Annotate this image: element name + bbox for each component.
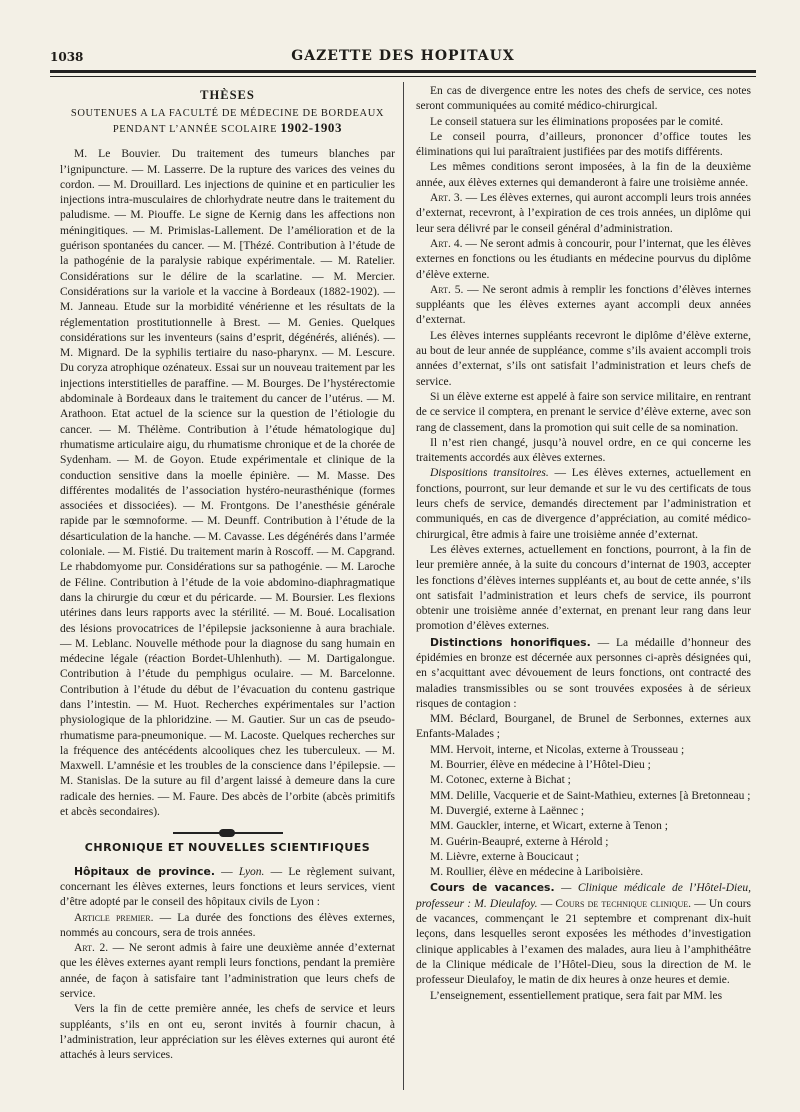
laureate-item: MM. Gauckler, interne, et Wicart, externe à Tenon ; — [430, 820, 668, 833]
ornament-dot — [219, 829, 235, 837]
paragraph-service-militaire: Si un élève externe est appelé à faire son service militaire, en rentrant de ce service il comptera, en prenant le service d’élève externe, avec son rang de classement, dans la promotion qui suit celle de sa nomination. — [416, 390, 751, 434]
paragraph-conseil-pourra: Le conseil pourra, d’ailleurs, prononcer d’office toutes les éliminations qui lui paraîtraient justifiées par des motifs différents. — [416, 130, 751, 159]
article-4 — [416, 237, 751, 283]
cours-heading: Cours de vacances. — [430, 881, 555, 895]
paragraph-concours-1903: Les élèves externes, actuellement en fonctions, pourront, à la fin de leur première année, à la suite du concours d’internat de 1903, accepter les fonctions d’élèves internes suppléants et, au bout de cette année, s’ils ont satisfait l’administration et leurs chefs de service, ils pourront obtenir une troisième année d’externat, en prenant leur rang dans leur promotion d’élèves externes. — [416, 543, 751, 633]
page-header — [50, 46, 756, 68]
theses-subtitle-2-text: PENDANT L’ANNÉE SCOLAIRE — [112, 124, 278, 136]
laureate-item: M. Guérin-Beaupré, externe à Hérold ; — [430, 835, 609, 848]
article-4-label: Art. 4. — [430, 237, 463, 250]
distinctions-paragraph — [416, 635, 751, 712]
article-3-text: — Les élèves externes, qui auront accompli leurs trois années d’externat, recevront, à l’expiration de ces trois années, un diplôme qui leur sera délivré par le conseil général d’administration. — [416, 192, 751, 235]
right-column — [416, 84, 751, 1004]
laureates-list — [416, 712, 751, 880]
laureate-item: M. Duvergié, externe à Laënnec ; — [430, 804, 585, 817]
laureate-item: M. Bourrier, élève en médecine à l’Hôtel-Dieu ; — [430, 759, 651, 772]
article-5 — [416, 283, 751, 329]
laureate-item: M. Cotonec, externe à Bichat ; — [430, 774, 571, 787]
laureate-item: M. Lièvre, externe à Boucicaut ; — [430, 850, 580, 863]
article-1-text: — La durée des fonctions des élèves externes, nommés au concours, sera de trois années. — [60, 911, 396, 939]
article-2-label: Art. 2. — [74, 942, 109, 955]
article-1 — [60, 911, 395, 942]
theses-title: THÈSES — [200, 88, 255, 102]
hopitaux-heading: Hôpitaux de province. — [74, 864, 215, 878]
theses-year: 1902-1903 — [280, 120, 343, 136]
article-5-text: — Ne seront admis à remplir les fonctions d’élèves internes suppléants que les élèves externes ayant accompli deux années d’externat. — [416, 283, 751, 327]
cours-technique: — Cours de technique clinique. — [540, 897, 692, 910]
article-3 — [416, 191, 751, 237]
section-ornament — [173, 832, 283, 834]
article-1-label: Article premier. — [74, 911, 154, 924]
paragraph-traitements: Il n’est rien changé, jusqu’à nouvel ordre, en ce qui concerne les traitements accordés aux élèves externes. — [416, 436, 751, 465]
left-column — [60, 84, 395, 1064]
dispositions-label: Dispositions transitoires. — [430, 467, 549, 480]
hopitaux-city: Lyon. — [238, 865, 265, 878]
hopitaux-paragraph: Hôpitaux de province. — Lyon. — Le règlement suivant, concernant les élèves externes, leurs fonctions et leurs services, vient d’être adopté par le conseil des hôpitaux civils de Lyon : — [60, 864, 396, 909]
cours-clinique: — Clinique médicale de l’Hôtel-Dieu, professeur : M. Dieulafoy. — [416, 882, 751, 910]
dispositions-transitoires — [416, 466, 751, 542]
laureate-item: MM. Delille, Vacquerie et de Saint-Mathieu, externes [à Bretonneau ; — [430, 789, 751, 802]
theses-subtitle-2 — [60, 121, 395, 137]
distinctions-text: — La médaille d’honneur des épidémies en bronze est décernée aux personnes ci-après désignées qui, en s’acquittant avec dévouement de leurs fonctions, ont contracté des maladies transmissibles ou se sont trouvées exposées à de sérieux risques de contagion : — [416, 636, 751, 710]
article-4-text: — Ne seront admis à concourir, pour l’internat, que les élèves externes en fonctions ou les étudiants en médecine pourvus du diplôme d’élève externe. — [416, 237, 751, 281]
journal-title: GAZETTE DES HOPITAUX — [291, 48, 515, 64]
article-2 — [60, 941, 395, 1002]
article-2-text: — Ne seront admis à faire une deuxième année d’externat que les élèves externes ayant rempli leurs fonctions, pendant la première année, de façon à satisfaire tant l’administration que leurs chefs de service. — [60, 942, 396, 1001]
hopitaux-intro: — Le règlement suivant, concernant les élèves externes, leurs fonctions et leurs services, vient d’être adopté par le conseil des hôpitaux civils de Lyon : — [60, 865, 396, 909]
paragraph-conseil-statuera: Le conseil statuera sur les éliminations proposées par le comité. — [430, 115, 724, 128]
paragraph-memes-conditions: Les mêmes conditions seront imposées, à la fin de la deuxième année, aux élèves externes qui demanderont à faire une troisième année. — [416, 161, 751, 189]
chronique-title: CHRONIQUE ET NOUVELLES SCIENTIFIQUES — [84, 841, 371, 855]
column-divider — [403, 82, 404, 1090]
distinctions-heading: Distinctions honorifiques. — [430, 635, 591, 649]
theses-body: M. Le Bouvier. Du traitement des tumeurs blanches par l’ignipuncture. — M. Lasserre. De la rupture des varices des veines du cordon. — M. Drouillard. Les injections de quinine et en particulier les injections intra-musculaires de chlorhydrate neutre dans le traitement du paludisme. — M. Piouffe. Le signe de Kernig dans les affections non méningitiques. — M. Primislas-Lallement. De l’amélioration et de la guérison spontanées du cancer. — M. [Thézé. Contribution à l’étude de la pathogénie de la paralysie rabique expérimentale. — M. Ratelier. Considérations sur le délire de la scarlatine. — M. Mercier. Considérations sur la variole et la vaccine à Bordeaux (1882-1902). — M. Janneau. Etude sur la morbidité vénérienne et les résultats de la réglementation prostitutionnelle à Brest. — M. Genies. Quelques considérations sur les inventeurs (sains d’esprit, dégénérés, aliénés). — M. Mignard. De la syphilis tertiaire du naso-pharynx. — M. Lescure. Du coryza atrophique ozénateux. Essai sur un nouveau traitement par les injections interstitielles de paraffine. — M. Bourges. De l’hystérectomie abdominale à Bordeaux dans le traitement du cancer de l’utérus. — M. Arathoon. Etat actuel de la science sur la question de l’étiologie du cancer. — M. Thélème. Contribution à l’étude hématologique du] rhumatisme articulaire aigu, du rhumatisme chronique et de la chorée de Sydenham. — M. de Goyon. Etude expérimentale et clinique de la conduction sensitive dans la moelle épinière. — M. Masse. Des différentes modalités de l’association hystéro-neurasthénique (formes associées et dissociées). — M. Frontgons. De l’anesthésie générale rapide par le sœmnoforme. — M. Deunff. Contribution à l’étude de la désarticulation de la hanche. — M. Cavasse. Les dégénérés dans l’armée coloniale. — M. Fistié. Du traitement marin à Roscoff. — M. Capgrand. Le rhabdomyome pur. Considérations sur sa pathogénie. — M. Laroche de Féline. Contribution à l’étude de la voie abdomino-diaphragmatique dans la chirurgie du cœur et du péricarde. — M. Boursier. Les flexions utérines dans leurs rapports avec la stérilité. — M. Boué. Localisation des lésions provocatrices de l’épilepsie jacksonienne à aura brachiale. — M. Leblanc. Nouvelle méthode pour la diagnose du sang humain en médecine légale (réaction Bordet-Uhlenhuth). — M. Dartigalongue. Contribution à l’étude du pemphigus oculaire. — M. Barcelonne. Contribution à l’étude du début de l’évacuation du contenu gastrique dans l’intestin. — M. Huot. Recherches expérimentales sur l’action physiologique de la phloridzine. — M. Gautier. Sur un cas de pseudo-rhumatisme para-pneumonique. — M. Lacoste. Quelques recherches sur la fréquence des antécédents alcooliques chez les tuberculeux. — M. Maxwell. L’amnésie et les troubles de la conscience dans l’épilepsie. — M. Stanislas. De la suture au fil d’argent laissé à demeure dans la cure radicale des hernies. — M. Faure. Des abcès de l’orbite (abcès primitifs et abcès secondaires). — [60, 148, 395, 819]
laureate-item: M. Roullier, élève en médecine à Lariboisière. — [430, 866, 644, 879]
dispositions-text: — Les élèves externes, actuellement en fonctions, pourront, sur leur demande et sur le vu des certificats de tous leurs chefs de service, demandés directement par l’administration et communiqués, en cas de divergence d’appréciation, au comité médico-chirurgical, être admis à faire une troisième année d’externat. — [416, 467, 751, 541]
paragraph-divergence: En cas de divergence entre les notes des chefs de service, ces notes seront communiquées au comité médico-chirurgical. — [416, 85, 751, 113]
article-3-label: Art. 3. — [430, 192, 463, 205]
laureate-item: MM. Hervoit, interne, et Nicolas, externe à Trousseau ; — [430, 743, 685, 756]
cours-text: — Un cours de vacances, commençant le 21 septembre et comprenant dix-huit leçons, dans lesquelles seront exposées les méthodes d’investigation clinique applicables à l’examen des malades, aura lieu à l’amphithéâtre de la Clinique médicale de l’Hôtel-Dieu, sous la direction de M. le professeur Dieulafoy, le matin de dix heures à onze heures et demie. — [416, 897, 752, 987]
cours-paragraph — [416, 880, 751, 988]
laureate-item: MM. Béclard, Bourganel, de Brunel de Serbonnes, externes aux Enfants-Malades ; — [416, 713, 751, 741]
page-number: 1038 — [50, 50, 84, 64]
paragraph-internes-suppleants: Les élèves internes suppléants recevront le diplôme d’élève externe, au bout de leur année de suppléance, comme s’ils avaient accompli trois années d’externat, s’ils ont satisfait l’administration et leurs chefs de service. — [416, 329, 751, 388]
theses-subtitle-1: SOUTENUES A LA FACULTÉ DE MÉDECINE DE BORDEAUX — [70, 108, 385, 120]
article-5-label: Art. 5. — [430, 283, 464, 296]
paragraph-enseignement: L’enseignement, essentiellement pratique, sera fait par MM. les — [430, 989, 723, 1002]
header-rule-thin — [50, 76, 756, 77]
header-rule-thick — [50, 70, 756, 73]
paragraph-fin-annee: Vers la fin de cette première année, les chefs de service et leurs suppléants, s’ils en ont eu, seront invités à fournir chacun, à l’administration, leur appréciation sur les élèves externes qui auront été attachés à leurs services. — [60, 1003, 395, 1062]
